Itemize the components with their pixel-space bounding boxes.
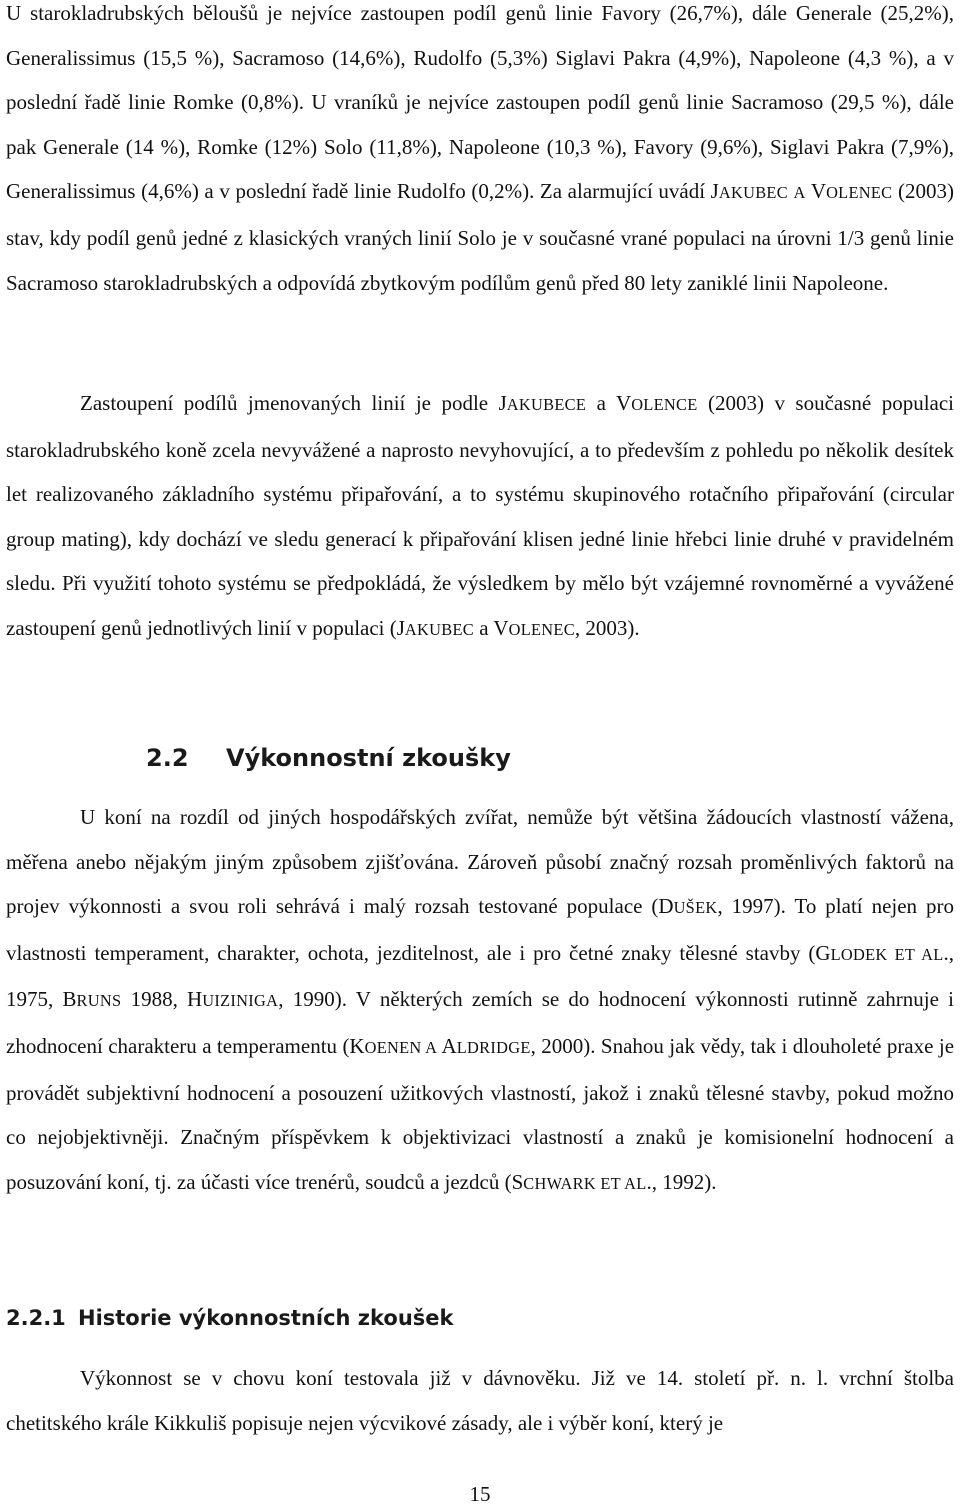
- section-heading: 2.2 Výkonnostní zkoušky: [146, 744, 511, 772]
- paragraph-line-shares: U starokladrubských běloušů je nejvíce zastoupen podíl genů linie Favory (26,7%), dále Generale (25,2%), Generalissimus (15,5 %), Sacramoso (14,6%), Rudolfo (5,3%) Siglavi Pakra (4,9%), Napoleone (4,3 %), a v poslední řadě linie Romke (0,8%). U vraníků je nejvíce zastoupen podíl genů linie Sacramoso (29,5 %), dále pak Generale (14 %), Romke (12%) Solo (11,8%), Napoleone (10,3 %), Favory (9,6%), Siglavi Pakra (7,9%), Generalissimus (4,6%) a v poslední řadě linie Rudolfo (0,2%). Za alarmující uvádí JAKUBEC A VOLENEC (2003) stav, kdy podíl genů jedné z klasických vraných linií Solo je v současné vrané populaci na úrovni 1/3 genů linie Sacramoso starokladrubských a odpovídá zbytkovým podílům genů před 80 lety zaniklé linii Napoleone.: [6, 1, 954, 295]
- paragraph-performance-tests: U koní na rozdíl od jiných hospodářských zvířat, nemůže být většina žádoucích vlastností vážena, měřena anebo nějakým jiným způsobem zjišťována. Zároveň působí značný rozsah proměnlivých faktorů na projev výkonnosti a svou roli sehrává i malý rozsah testované populace (DUŠEK, 1997). To platí nejen pro vlastnosti temperament, charakter, ochota, jezditelnost, ale i pro četné znaky tělesné stavby (GLODEK ET AL., 1975, BRUNS 1988, HUIZINIGA, 1990). V některých zemích se do hodnocení výkonnosti rutinně zahrnuje i zhodnocení charakteru a temperamentu (KOENEN A ALDRIDGE, 2000). Snahou jak vědy, tak i dlouholeté praxe je provádět subjektivní hodnocení a posouzení užitkových vlastností, jakož i znaků tělesné stavby, pokud možno co nejobjektivněji. Značným příspěvkem k objektivizaci vlastností a znaků je komisionelní hodnocení a posuzování koní, tj. za účasti více trenérů, soudců a jezdců (SCHWARK ET AL., 1992).: [6, 805, 955, 1194]
- subsection-heading: 2.2.1 Historie výkonnostních zkoušek: [6, 1306, 454, 1330]
- paragraph-line-imbalance: Zastoupení podílů jmenovaných linií je podle JAKUBECE a VOLENCE (2003) v současné populaci starokladrubského koně zcela nevyvážené a naprosto nevyhovující, a to především z pohledu po několik desítek let realizovaného základního systému připařování, a to systému skupinového rotačního připařování (circular group mating), kdy dochází ve sledu generací k připařování klisen jedné linie hřebci linie druhé v pravidelném sledu. Při využití tohoto systému se předpokládá, že výsledkem by mělo být vzájemné rovnoměrné a vyvážené zastoupení genů jednotlivých linií v populaci (JAKUBEC a VOLENEC, 2003).: [6, 391, 955, 640]
- paragraph-history: Výkonnost se v chovu koní testovala již v dávnověku. Již ve 14. století př. n. l. vrchní štolba chetitského krále Kikkuliš popisuje nejen výcvikové zásady, ale i výběr koní, který je: [6, 1366, 954, 1435]
- page-number: 15: [469, 1482, 491, 1506]
